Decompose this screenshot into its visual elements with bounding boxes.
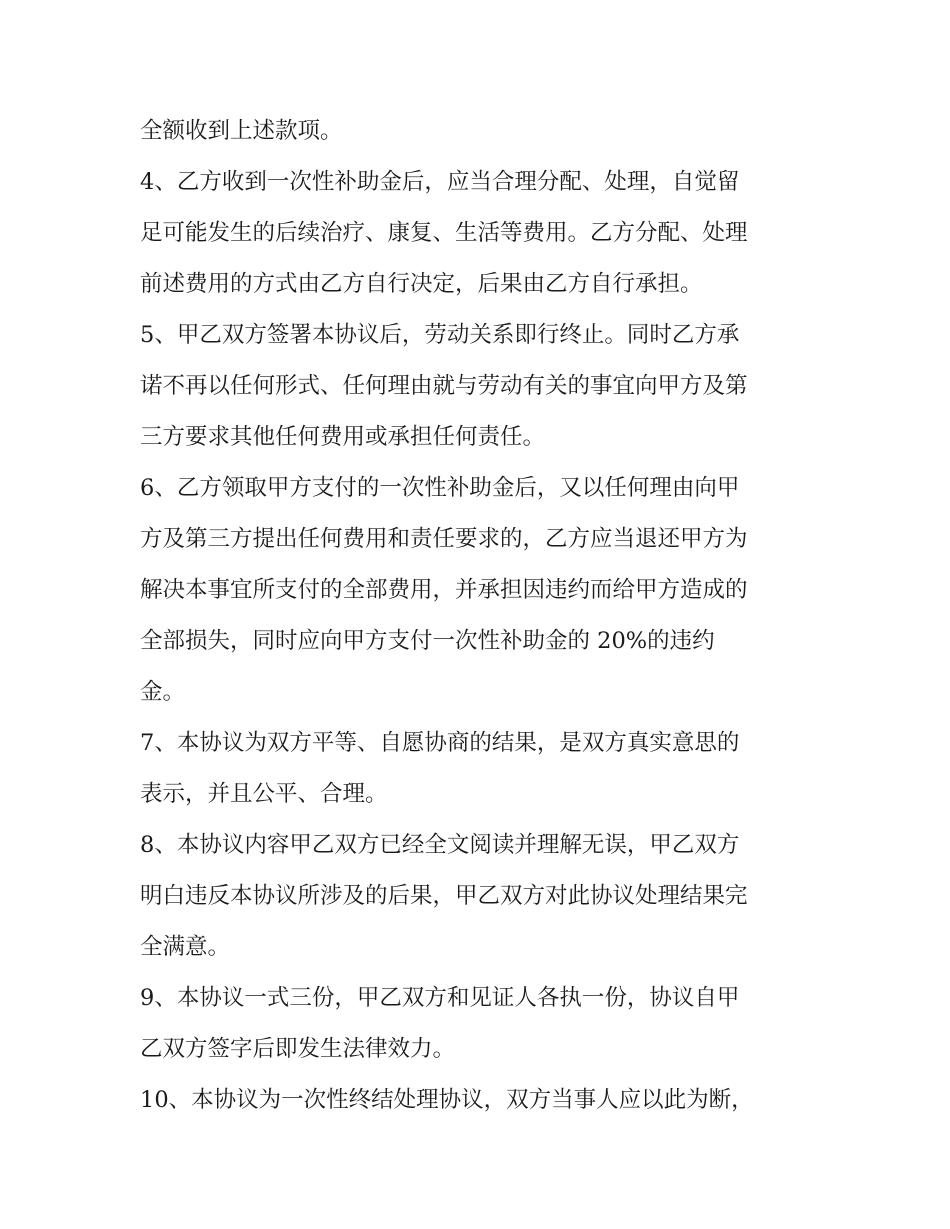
- text-line: 解决本事宜所支付的全部费用，并承担因违约而给甲方造成的: [140, 577, 748, 603]
- text-line: 7、本协议为双方平等、自愿协商的结果，是双方真实意思的: [140, 730, 740, 756]
- text-line: 5、甲乙双方签署本协议后，劳动关系即行终止。同时乙方承: [140, 322, 740, 348]
- text-line: 明白违反本协议所涉及的后果，甲乙双方对此协议处理结果完: [140, 883, 748, 909]
- text-line: 全部损失，同时应向甲方支付一次性补助金的 20%的违约: [140, 628, 715, 654]
- text-line: 金。: [140, 679, 186, 705]
- text-line: 诺不再以任何形式、任何理由就与劳动有关的事宜向甲方及第: [140, 373, 748, 399]
- text-line: 足可能发生的后续治疗、康复、生活等费用。乙方分配、处理: [140, 220, 748, 246]
- text-line: 6、乙方领取甲方支付的一次性补助金后，又以任何理由向甲: [140, 475, 740, 501]
- text-line: 三方要求其他任何费用或承担任何责任。: [140, 424, 546, 450]
- text-line: 前述费用的方式由乙方自行决定，后果由乙方自行承担。: [140, 271, 703, 297]
- text-line: 8、本协议内容甲乙双方已经全文阅读并理解无误，甲乙双方: [140, 832, 740, 858]
- text-line: 9、本协议一式三份，甲乙双方和见证人各执一份，协议自甲: [140, 985, 740, 1011]
- text-line: 表示，并且公平、合理。: [140, 781, 388, 807]
- text-line: 全额收到上述款项。: [140, 118, 343, 144]
- text-line: 4、乙方收到一次性补助金后，应当合理分配、处理，自觉留: [140, 169, 740, 195]
- document-body: [140, 106, 820, 1126]
- text-line: 乙双方签字后即发生法律效力。: [140, 1036, 456, 1062]
- text-line: 全满意。: [140, 934, 231, 960]
- text-line: 方及第三方提出任何费用和责任要求的，乙方应当退还甲方为: [140, 526, 748, 552]
- text-line: 10、本协议为一次性终结处理协议，双方当事人应以此为断，: [140, 1087, 754, 1113]
